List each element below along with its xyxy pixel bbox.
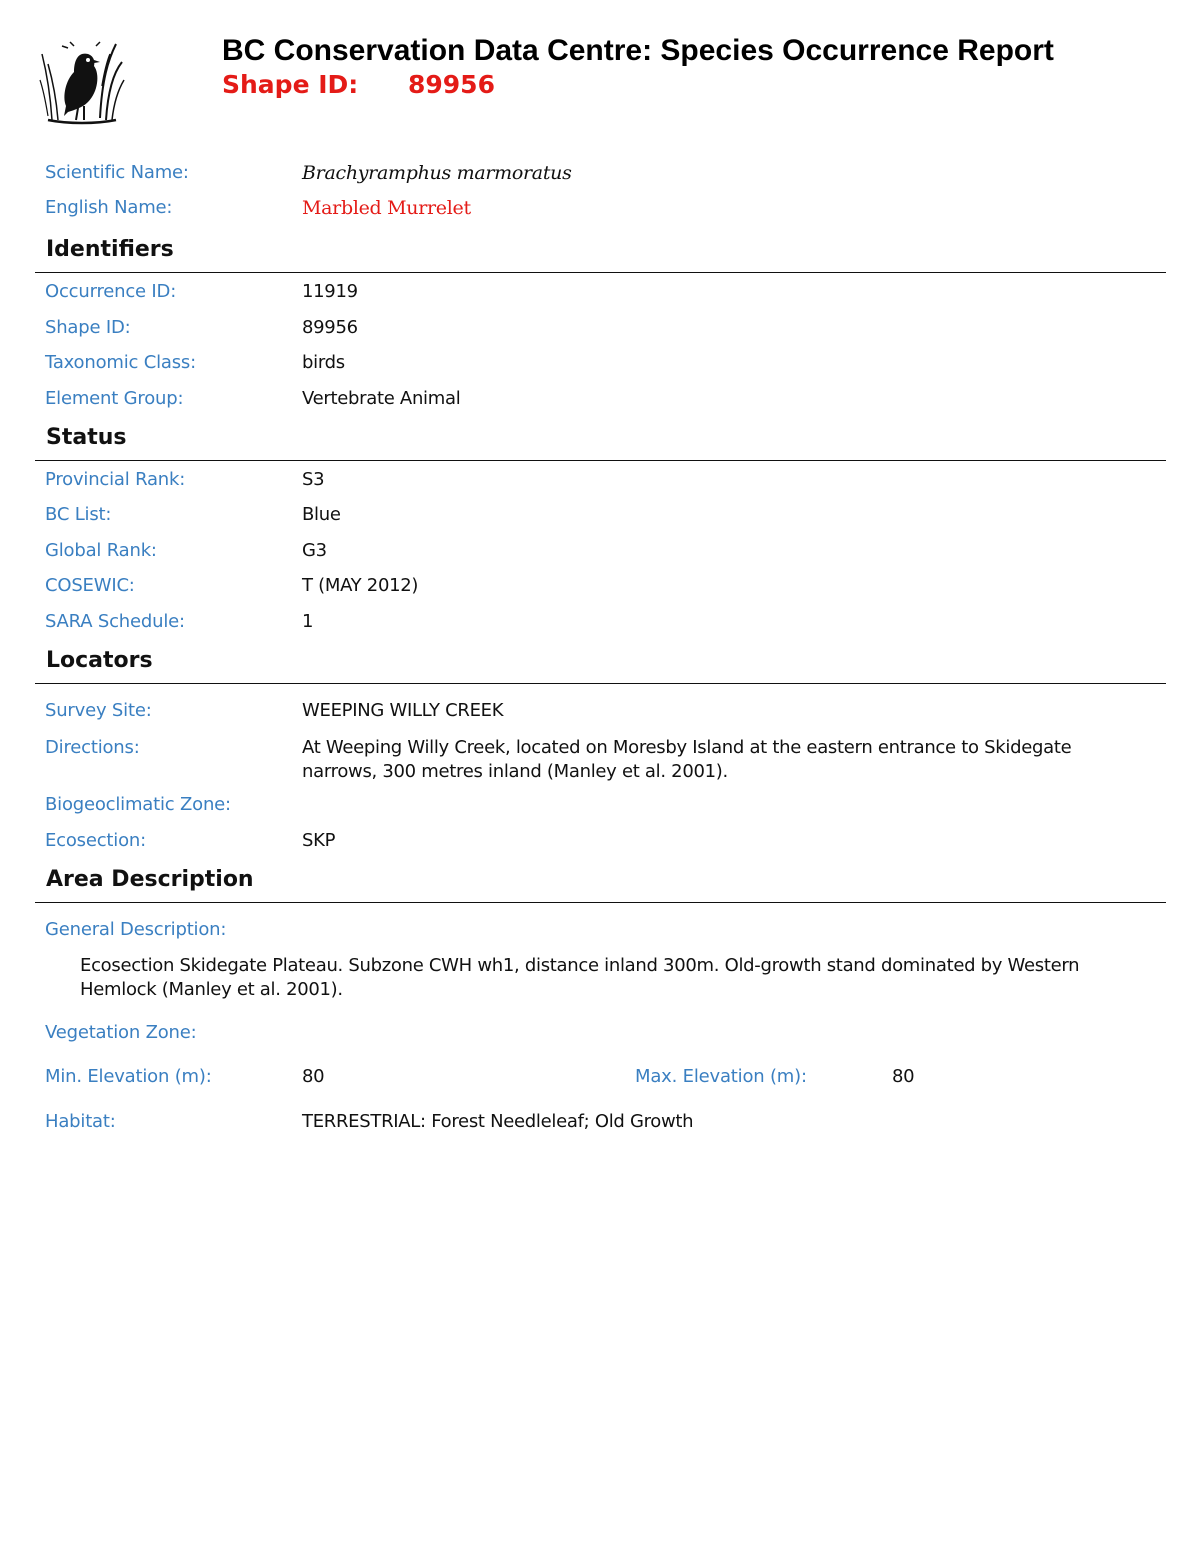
general-description-label: General Description: [45,919,227,940]
scientific-name-label: Scientific Name: [45,162,189,183]
scientific-name-value: Brachyramphus marmoratus [302,162,572,184]
bc-cdc-bird-logo-icon [38,40,126,126]
max-elevation-label: Max. Elevation (m): [635,1066,807,1087]
bc-list-label: BC List: [45,504,112,525]
directions-label: Directions: [45,737,140,758]
english-name-value: Marbled Murrelet [302,197,471,219]
locators-heading: Locators [46,648,153,673]
vegetation-zone-label: Vegetation Zone: [45,1022,197,1043]
taxonomic-class-label: Taxonomic Class: [45,352,196,373]
provincial-rank-label: Provincial Rank: [45,469,186,490]
global-rank-value: G3 [302,540,327,561]
area-description-heading: Area Description [46,867,254,892]
cosewic-value: T (MAY 2012) [302,575,419,596]
element-group-value: Vertebrate Animal [302,388,461,409]
ecosection-label: Ecosection: [45,830,146,851]
sara-schedule-value: 1 [302,611,314,632]
status-divider [35,460,1166,461]
habitat-label: Habitat: [45,1111,116,1132]
locators-divider [35,683,1166,684]
area-description-divider [35,902,1166,903]
survey-site-label: Survey Site: [45,700,152,721]
english-name-label: English Name: [45,197,173,218]
survey-site-value: WEEPING WILLY CREEK [302,700,504,721]
global-rank-label: Global Rank: [45,540,157,561]
occurrence-id-label: Occurrence ID: [45,281,177,302]
header-shape-id-label: Shape ID: [222,70,359,99]
habitat-value: TERRESTRIAL: Forest Needleleaf; Old Growth [302,1111,694,1132]
general-description-value: Ecosection Skidegate Plateau. Subzone CWH wh1, distance inland 300m. Old-growth stand dominated by Western Hemlock (Manley et al. 2001). [80,955,1080,1000]
ecosection-value: SKP [302,830,336,851]
directions-value: At Weeping Willy Creek, located on Moresby Island at the eastern entrance to Skidegate narrows, 300 metres inland (Manley et al. 2001). [302,737,1072,782]
shape-id-label: Shape ID: [45,317,131,338]
max-elevation-value: 80 [892,1066,915,1087]
taxonomic-class-value: birds [302,352,345,373]
cosewic-label: COSEWIC: [45,575,135,596]
min-elevation-value: 80 [302,1066,325,1087]
biogeoclimatic-zone-label: Biogeoclimatic Zone: [45,794,231,815]
report-title: BC Conservation Data Centre: Species Occurrence Report [222,34,1054,67]
identifiers-heading: Identifiers [46,237,174,262]
min-elevation-label: Min. Elevation (m): [45,1066,212,1087]
header-shape-id [222,70,495,99]
identifiers-divider [35,272,1166,273]
bc-list-value: Blue [302,504,341,525]
provincial-rank-value: S3 [302,469,325,490]
header-shape-id-value: 89956 [408,70,495,99]
occurrence-id-value: 11919 [302,281,358,302]
sara-schedule-label: SARA Schedule: [45,611,185,632]
status-heading: Status [46,425,127,450]
shape-id-value: 89956 [302,317,358,338]
element-group-label: Element Group: [45,388,184,409]
